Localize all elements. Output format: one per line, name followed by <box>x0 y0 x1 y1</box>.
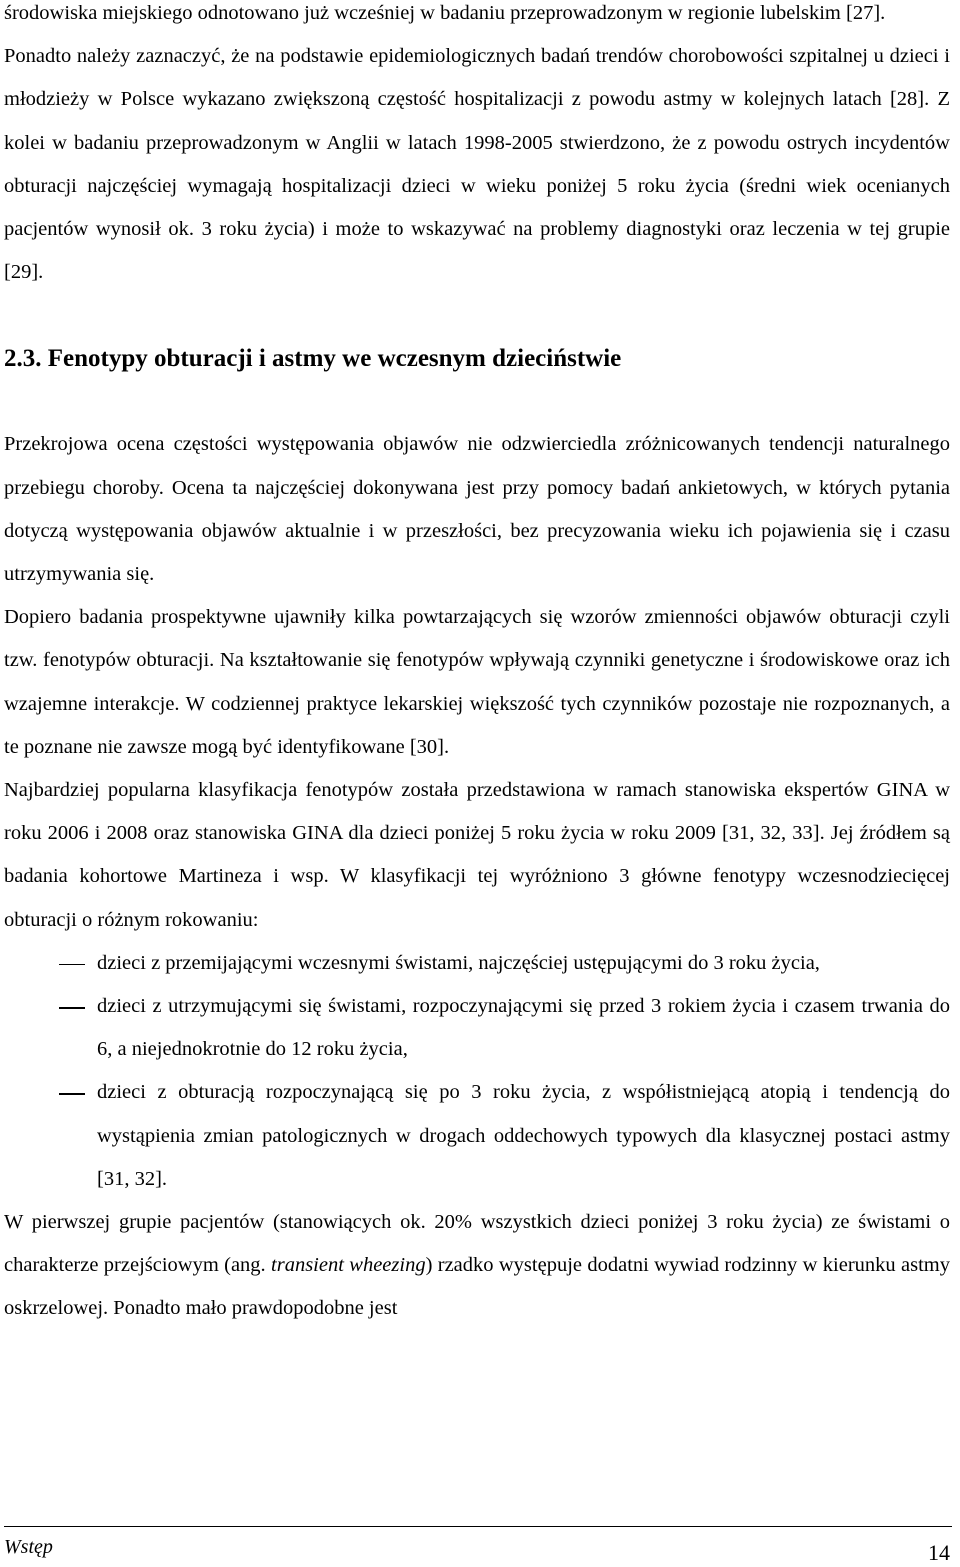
list-item: dzieci z przemijającymi wczesnymi świstami, najczęściej ustępującymi do 3 roku życia, <box>97 951 820 974</box>
paragraph-prospective: Dopiero badania prospektywne ujawniły kilka powtarzających się wzorów zmienności objawów obturacji czyli tzw. fenotypów obturacji. Na kształtowanie się fenotypów wpływają czynniki genetyczne i środowiskowe oraz ich wzajemne interakcje. W codziennej praktyce lekarskiej większość tych czynników pozostaje nie rozpoznanych, a te poznane nie zawsze mogą być identyfikowane [30]. <box>4 606 950 758</box>
paragraph-cross-sectional: Przekrojowa ocena częstości występowania objawów nie odzwierciedla zróżnicowanych tendencji naturalnego przebiegu choroby. Ocena ta najczęściej dokonywana jest przy pomocy badań ankietowych, w których pytania dotyczą występowania objawów aktualnie i w przeszłości, bez precyzowania wieku ich pojawienia się i czasu utrzymywania się. <box>4 433 950 586</box>
page-number: 14 <box>928 1540 950 1565</box>
paragraph-intro: środowiska miejskiego odnotowano już wcześniej w badaniu przeprowadzonym w regionie lubelskim [27]. <box>4 2 886 24</box>
term-italic: transient wheezing <box>271 1254 426 1277</box>
paragraph-transient-wheezing: W pierwszej grupie pacjentów (stanowiących ok. 20% wszystkich dzieci poniżej 3 roku życia) ze świstami o charakterze przejściowym (ang. transient wheezing) rzadko występuje dodatni wywiad rodzinny w kierunku astmy oskrzelowej. Ponadto mało prawdopodobne jest <box>4 1211 950 1320</box>
list-item: dzieci z utrzymującymi się świstami, rozpoczynającymi się przed 3 rokiem życia i czasem trwania do 6, a niejednokrotnie do 12 roku życia, <box>97 995 950 1061</box>
paragraph-hospitalization: Ponadto należy zaznaczyć, że na podstawie epidemiologicznych badań trendów chorobowości szpitalnej u dzieci i młodzieży w Polsce wykazano zwiększoną częstość hospitalizacji z powodu astmy w kolejnych latach [28]. Z kolei w badaniu przeprowadzonym w Anglii w latach 1998-2005 stwierdzono, że z powodu ostrych incydentów obturacji najczęściej wymagają hospitalizacji dzieci w wieku poniżej 5 roku życia (średni wiek ocenianych pacjentów wynosił ok. 3 roku życia) i może to wskazywać na problemy diagnostyki oraz leczenia w tej grupie [29]. <box>4 45 950 284</box>
footer-section-name: Wstęp <box>4 1536 53 1558</box>
footer-divider <box>4 1526 952 1527</box>
spacer <box>4 380 950 423</box>
spacer <box>4 294 950 337</box>
phenotype-list <box>4 942 950 1201</box>
document-page <box>4 0 950 1331</box>
section-heading: 2.3. Fenotypy obturacji i astmy we wczesnym dzieciństwie <box>4 345 622 373</box>
paragraph-classification: Najbardziej popularna klasyfikacja fenotypów została przedstawiona w ramach stanowiska ekspertów GINA w roku 2006 i 2008 oraz stanowiska GINA dla dzieci poniżej 5 roku życia w roku 2009 [31, 32, 33]. Jej źródłem są badania kohortowe Martineza i wsp. W klasyfikacji tej wyróżniono 3 główne fenotypy wczesnodziecięcej obturacji o różnym rokowaniu: <box>4 779 950 931</box>
list-item: dzieci z obturacją rozpoczynającą się po 3 roku życia, z współistniejącą atopią i tendencją do wystąpienia zmian patologicznych w drogach oddechowych typowych dla klasycznej postaci astmy [31, 32]. <box>97 1081 950 1190</box>
